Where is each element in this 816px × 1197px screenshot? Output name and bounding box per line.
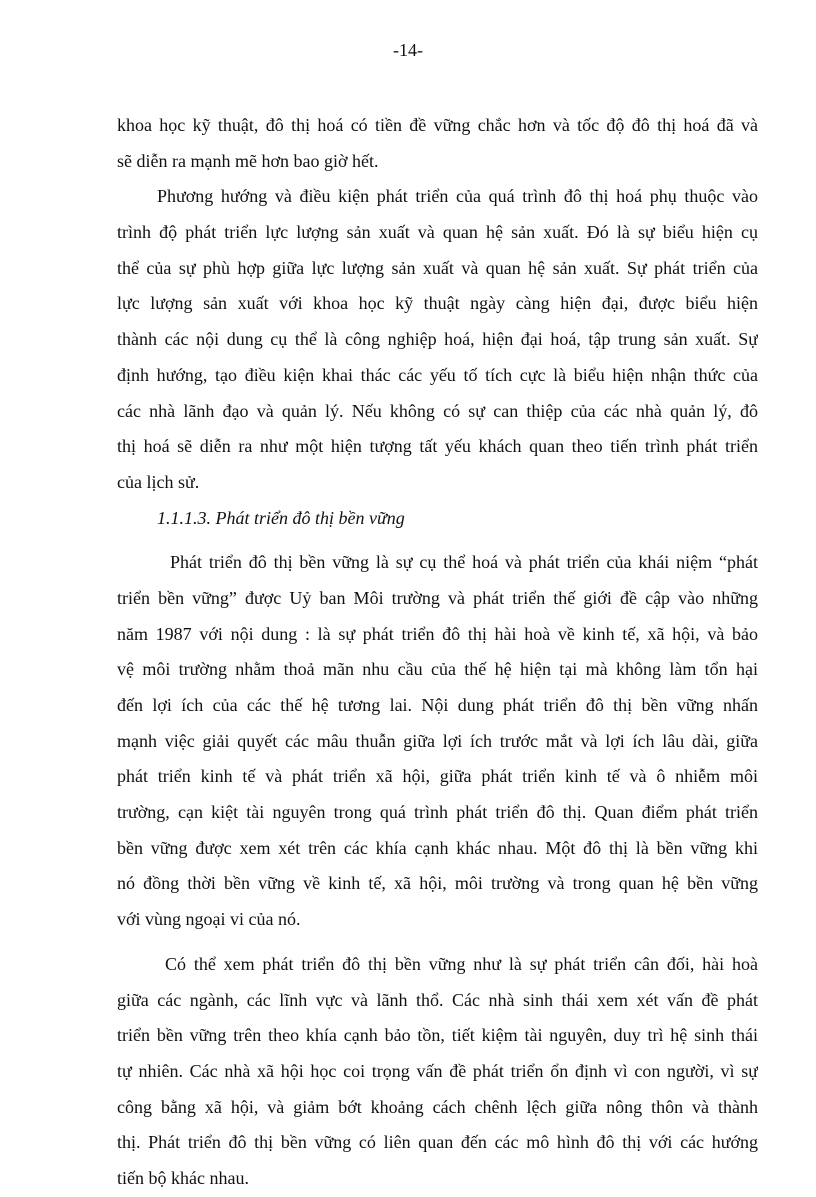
- text-line: giữa các ngành, các lĩnh vực và lãnh thổ. Các nhà sinh thái xem xét vấn đề phát: [117, 989, 758, 1010]
- document-body: [117, 108, 758, 1197]
- section-heading: 1.1.1.3. Phát triển đô thị bền vững: [157, 507, 405, 528]
- text-line: nó đồng thời bền vững về kinh tế, xã hội, môi trường và trong quan hệ bền vững: [117, 873, 758, 894]
- text-line: với vùng ngoại vi của nó.: [117, 909, 301, 930]
- text-line: tiến bộ khác nhau.: [117, 1167, 249, 1188]
- text-line: trường, cạn kiệt tài nguyên trong quá trình phát triển đô thị. Quan điểm phát triển: [117, 802, 758, 823]
- text-line: đến lợi ích của các thế hệ tương lai. Nội dung phát triển đô thị bền vững nhấn: [117, 695, 758, 715]
- paragraph-4: [117, 947, 758, 1197]
- paragraph-2: [117, 179, 758, 500]
- text-line: triển bền vững trên theo khía cạnh bảo tồn, tiết kiệm tài nguyên, duy trì hệ sinh thái: [117, 1025, 758, 1046]
- text-line: thị. Phát triển đô thị bền vững có liên quan đến các mô hình đô thị với các hướng: [117, 1132, 758, 1153]
- text-line: bền vững được xem xét trên các khía cạnh khác nhau. Một đô thị là bền vững khi: [117, 837, 758, 858]
- text-line: năm 1987 với nội dung : là sự phát triển đô thị hài hoà về kinh tế, xã hội, và bảo: [117, 623, 758, 644]
- text-line: Phát triển đô thị bền vững là sự cụ thể hoá và phát triển của khái niệm “phát: [170, 552, 758, 573]
- text-line: các nhà lãnh đạo và quản lý. Nếu không có sự can thiệp của các nhà quản lý, đô: [117, 400, 758, 421]
- page-number: -14-: [393, 40, 423, 60]
- text-line: phát triển kinh tế và phát triển xã hội, giữa phát triển kinh tế và ô nhiễm môi: [117, 766, 758, 787]
- text-line: tự nhiên. Các nhà xã hội học coi trọng vấn đề phát triển ổn định vì con người, vì sự: [117, 1060, 758, 1081]
- text-line: thể của sự phù hợp giữa lực lượng sản xuất và quan hệ sản xuất. Sự phát triển của: [117, 257, 758, 278]
- paragraph-1: [117, 108, 758, 179]
- text-line: Có thể xem phát triển đô thị bền vững như là sự phát triển cân đối, hài hoà: [165, 953, 758, 974]
- text-line: mạnh việc giải quyết các mâu thuẫn giữa lợi ích trước mắt và lợi ích lâu dài, giữa: [117, 730, 758, 751]
- text-line: thành các nội dung cụ thể là công nghiệp hoá, hiện đại hoá, tập trung sản xuất. Sự: [117, 329, 758, 350]
- text-line: của lịch sử.: [117, 471, 200, 492]
- text-line: trình độ phát triển lực lượng sản xuất và quan hệ sản xuất. Đó là sự biểu hiện cụ: [117, 222, 758, 243]
- text-line: vệ môi trường nhằm thoả mãn nhu cầu của thế hệ hiện tại mà không làm tổn hại: [117, 659, 758, 680]
- text-line: triển bền vững” được Uỷ ban Môi trường và phát triển thế giới đề cập vào những: [117, 587, 758, 608]
- text-line: khoa học kỹ thuật, đô thị hoá có tiền đề vững chắc hơn và tốc độ đô thị hoá đã và: [117, 115, 758, 135]
- text-line: thị hoá sẽ diễn ra như một hiện tượng tất yếu khách quan theo tiến trình phát triển: [117, 436, 758, 457]
- text-line: Phương hướng và điều kiện phát triển của quá trình đô thị hoá phụ thuộc vào: [157, 186, 758, 207]
- text-line: lực lượng sản xuất với khoa học kỹ thuật ngày càng hiện đại, được biểu hiện: [117, 293, 758, 314]
- text-line: công bằng xã hội, và giảm bớt khoảng cách chênh lệch giữa nông thôn và thành: [117, 1096, 758, 1117]
- paragraph-3: [117, 545, 758, 938]
- text-line: sẽ diễn ra mạnh mẽ hơn bao giờ hết.: [117, 150, 379, 171]
- text-line: định hướng, tạo điều kiện khai thác các yếu tố tích cực là biểu hiện nhận thức của: [117, 364, 758, 385]
